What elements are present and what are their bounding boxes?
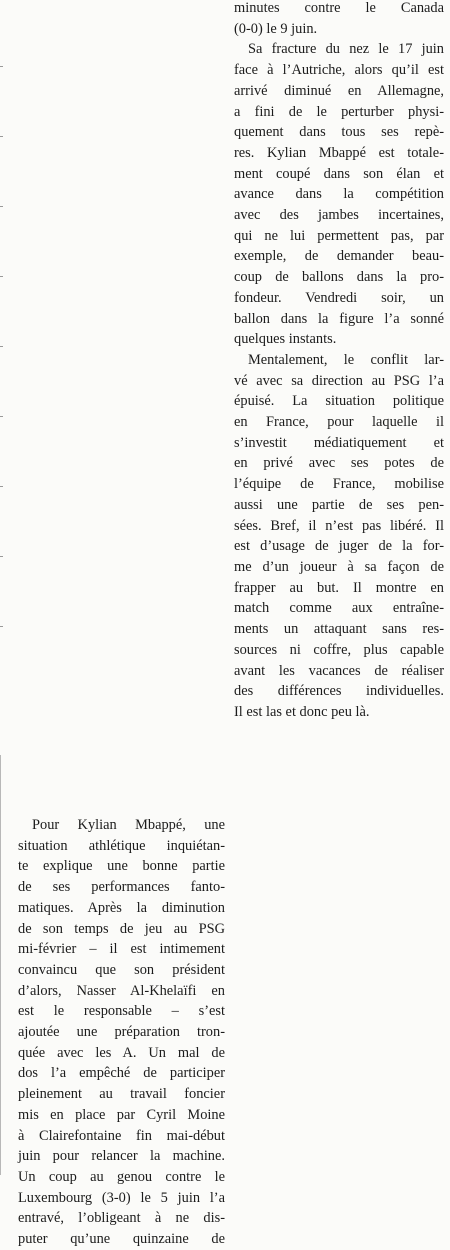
text-line: entravé, l’obligeant à ne dis- — [18, 1210, 225, 1227]
text-line: exemple, de demander beau- — [234, 248, 444, 265]
text-line: minutes contre le Canada — [234, 0, 444, 16]
text-line: Mentalement, le conflit lar- — [248, 351, 444, 368]
text-line: te explique une bonne partie — [18, 858, 225, 875]
text-line: mis en place par Cyril Moine — [18, 1106, 225, 1123]
gutter-mark — [0, 66, 3, 67]
text-line: épuisé. La situation politique — [234, 393, 444, 410]
gutter-mark — [0, 486, 3, 487]
text-line: Un coup au genou contre le — [18, 1168, 225, 1185]
gutter-mark — [0, 626, 3, 627]
text-line: me d’un joueur à sa façon de — [234, 558, 444, 575]
text-line: Il est las et donc peu là. — [234, 703, 370, 720]
text-line: pleinement au travail foncier — [18, 1086, 225, 1103]
text-line: vé avec sa direction au PSG l’a — [234, 372, 444, 389]
text-line: juin pour relancer la machine. — [18, 1148, 225, 1165]
text-line: situation athlétique inquiétan- — [18, 837, 225, 854]
article-column-bottom — [18, 815, 225, 1250]
text-line: des différences individuelles. — [234, 683, 444, 700]
text-line: mi-février – il est intimement — [18, 941, 225, 958]
article-column-top — [234, 0, 444, 723]
text-line: Pour Kylian Mbappé, une — [32, 817, 225, 833]
text-line: sources ni coffre, plus capable — [234, 641, 444, 658]
text-line: en France, pour laquelle il — [234, 414, 444, 431]
text-line: face à l’Autriche, alors qu’il est — [234, 62, 444, 79]
text-line: ajoutée une préparation tron- — [18, 1024, 225, 1041]
text-line: en privé avec ses potes de — [234, 455, 444, 472]
text-line: (0-0) le 9 juin. — [234, 20, 318, 37]
text-line: avance dans la compétition — [234, 186, 444, 203]
text-line: Sa fracture du nez le 17 juin — [248, 41, 444, 58]
text-line: avec des jambes incertaines, — [234, 207, 444, 224]
text-line: ments un attaquant sans res- — [234, 621, 444, 638]
text-line: est d’usage de juger de la for- — [234, 538, 444, 555]
text-line: avant les vacances de réaliser — [234, 662, 444, 679]
text-line: convaincu que son président — [18, 961, 225, 978]
text-line: quée avec les A. Un mal de — [18, 1044, 225, 1061]
text-line: res. Kylian Mbappé est totale- — [234, 144, 444, 161]
gutter-mark — [0, 556, 3, 557]
gutter-mark — [0, 416, 3, 417]
text-line: est le responsable – s’est — [18, 1003, 225, 1020]
text-line: Luxembourg (3-0) le 5 juin l’a — [18, 1189, 225, 1206]
text-line: aussi une partie de ses pen- — [234, 496, 444, 513]
text-line: d’alors, Nasser Al-Khelaïfi en — [18, 982, 225, 999]
text-line: ment coupé dans son élan et — [234, 165, 444, 182]
text-line: quement dans tous ses repè- — [234, 124, 444, 141]
text-line: quelques instants. — [234, 331, 337, 348]
gutter-mark — [0, 346, 3, 347]
text-line: ballon dans la figure l’a sonné — [234, 310, 444, 327]
text-line: match comme aux entraîne- — [234, 600, 444, 617]
text-line: arrivé diminué en Allemagne, — [234, 82, 444, 99]
text-line: frapper au but. Il montre en — [234, 579, 444, 596]
gutter-mark — [0, 206, 3, 207]
page-edge-line — [0, 755, 1, 1175]
text-line: de ses performances fanto- — [18, 879, 225, 896]
text-line: a fini de le perturber physi- — [234, 103, 444, 120]
gutter-mark — [0, 276, 3, 277]
text-line: de son temps de jeu au PSG — [18, 920, 225, 937]
text-line: l’équipe de France, mobilise — [234, 476, 444, 493]
text-line: dos l’a empêché de participer — [18, 1065, 225, 1082]
text-line: fondeur. Vendredi soir, un — [234, 289, 444, 306]
text-line: qui ne lui permettent pas, par — [234, 227, 444, 244]
text-line: s’investit médiatiquement et — [234, 434, 444, 451]
text-line: puter qu’une quinzaine de — [18, 1231, 225, 1248]
text-line: coup de ballons dans la pro- — [234, 269, 444, 286]
gutter-mark — [0, 136, 3, 137]
text-line: à Clairefontaine fin mai-début — [18, 1127, 225, 1144]
text-line: matiques. Après la diminution — [18, 899, 225, 916]
text-line: sées. Bref, il n’est pas libéré. Il — [234, 517, 444, 534]
